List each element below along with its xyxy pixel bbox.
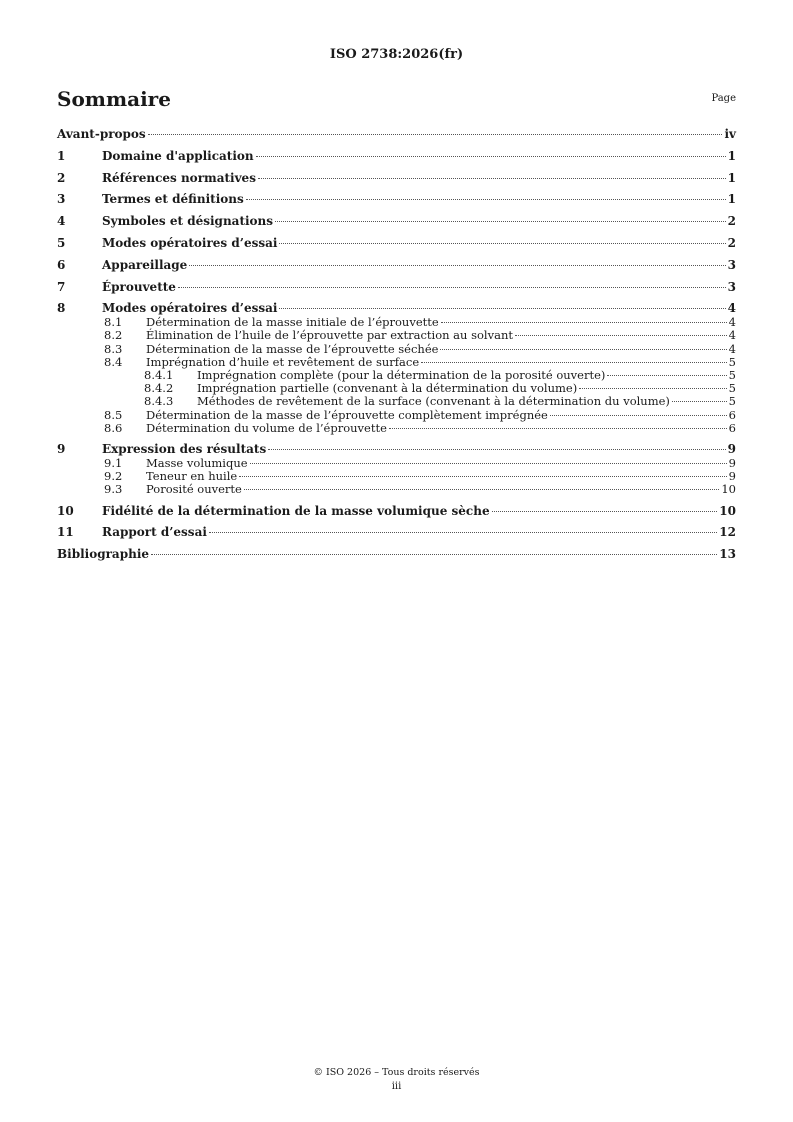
toc-entry[interactable]: [57, 505, 736, 519]
toc-entry-title: Expression des résultats: [102, 442, 267, 457]
toc-entry-title: Détermination de la masse de l’éprouvette complètement imprégnée: [146, 407, 548, 422]
toc-entry[interactable]: [57, 281, 736, 295]
toc-entry-title: Rapport d’essai: [102, 525, 207, 540]
toc-dot-leader: [239, 476, 726, 477]
toc-entry-page: 4: [727, 301, 736, 316]
toc-dot-leader: [256, 156, 726, 157]
toc-entry[interactable]: [57, 343, 736, 356]
copyright-notice: © ISO 2026 – Tous droits réservés: [313, 1067, 480, 1078]
toc-entry-title: Bibliographie: [57, 547, 150, 562]
toc-entry-number: 9.2: [104, 469, 123, 484]
toc-entry[interactable]: [57, 329, 736, 342]
toc-entry-page: 1: [727, 192, 736, 207]
toc-entry-title: Fidélité de la détermination de la masse volumique sèche: [102, 503, 490, 518]
toc-entry-number: 8.4: [104, 354, 123, 369]
toc-entry-number: 8.3: [104, 341, 123, 356]
page-footer: [0, 1067, 793, 1092]
toc-entry-page: 1: [727, 170, 736, 185]
toc-entry-title: Détermination de la masse de l’éprouvette séchée: [146, 341, 439, 356]
toc-entry-page: 9: [727, 442, 736, 457]
toc-entry-number: 8.5: [104, 407, 123, 422]
toc-entry-page: 5: [728, 381, 736, 396]
toc-entry-title: Termes et définitions: [102, 192, 244, 207]
toc-dot-leader: [250, 463, 727, 464]
toc-entry-page: 3: [727, 279, 736, 294]
toc-entry-page: 5: [728, 394, 736, 409]
toc-dot-leader: [279, 243, 725, 244]
toc-entry[interactable]: [57, 215, 736, 229]
table-of-contents: [57, 128, 736, 562]
toc-entry[interactable]: [57, 237, 736, 251]
toc-entry-page: 10: [721, 482, 736, 497]
toc-dot-leader: [579, 388, 726, 389]
toc-entry-number: 9.3: [104, 482, 123, 497]
toc-entry-number: 1: [57, 148, 66, 163]
toc-entry-title: Teneur en huile: [146, 469, 238, 484]
toc-entry[interactable]: [57, 172, 736, 186]
toc-entry-number: 4: [57, 214, 66, 229]
toc-dot-leader: [279, 308, 725, 309]
toc-entry-page: 4: [728, 315, 736, 330]
toc-entry-page: 12: [719, 525, 736, 540]
toc-dot-leader: [244, 489, 720, 490]
toc-entry-page: 5: [728, 368, 736, 383]
toc-dot-leader: [246, 199, 726, 200]
toc-entry[interactable]: [57, 302, 736, 316]
toc-entry-title: Imprégnation partielle (convenant à la détermination du volume): [197, 381, 578, 396]
toc-entry-number: 6: [57, 257, 66, 272]
toc-entry[interactable]: [57, 193, 736, 207]
toc-entry[interactable]: [57, 526, 736, 540]
toc-title: Sommaire: [57, 87, 171, 111]
toc-entry-number: 5: [57, 235, 66, 250]
toc-entry-page: 1: [727, 148, 736, 163]
toc-entry-page: iv: [724, 127, 736, 141]
toc-dot-leader: [258, 178, 726, 179]
toc-dot-leader: [148, 134, 723, 135]
toc-entry-page: 9: [728, 469, 736, 484]
toc-dot-leader: [189, 265, 725, 266]
toc-entry-page: 4: [728, 341, 736, 356]
toc-dot-leader: [209, 532, 717, 533]
toc-entry-number: 8.1: [104, 315, 123, 330]
toc-dot-leader: [441, 322, 727, 323]
toc-entry-number: 10: [57, 503, 74, 518]
toc-entry-page: 10: [719, 503, 736, 518]
toc-entry[interactable]: [57, 259, 736, 273]
toc-entry-page: 4: [728, 328, 736, 343]
toc-entry-page: 2: [727, 214, 736, 229]
toc-entry-page: 2: [727, 235, 736, 250]
toc-entry-title: Symboles et désignations: [102, 214, 274, 229]
toc-entry-number: 8.4.1: [144, 368, 174, 383]
toc-entry-page: 9: [728, 455, 736, 470]
toc-dot-leader: [275, 221, 726, 222]
toc-dot-leader: [178, 287, 726, 288]
toc-entry-title: Modes opératoires d’essai: [102, 235, 278, 250]
page-number: iii: [391, 1081, 402, 1092]
toc-dot-leader: [492, 511, 718, 512]
toc-entry-title: Imprégnation d’huile et revêtement de surface: [146, 354, 420, 369]
toc-entry-title: Modes opératoires d’essai: [102, 301, 278, 316]
toc-entry-number: 8: [57, 301, 66, 316]
toc-dot-leader: [389, 428, 727, 429]
toc-entry-title: Détermination de la masse initiale de l’éprouvette: [146, 315, 439, 330]
toc-entry-title: Appareillage: [102, 257, 188, 272]
toc-entry-number: 8.2: [104, 328, 123, 343]
toc-entry[interactable]: [57, 548, 736, 562]
toc-entry-title: Méthodes de revêtement de la surface (convenant à la détermination du volume): [197, 394, 670, 409]
toc-dot-leader: [421, 362, 727, 363]
toc-entry-page: 6: [728, 420, 736, 435]
toc-entry-title: Masse volumique: [146, 455, 248, 470]
toc-dot-leader: [440, 349, 726, 350]
toc-dot-leader: [268, 449, 725, 450]
toc-dot-leader: [515, 335, 727, 336]
toc-entry[interactable]: [57, 422, 736, 435]
toc-entry[interactable]: [57, 443, 736, 457]
toc-entry[interactable]: [57, 150, 736, 164]
toc-entry[interactable]: [57, 409, 736, 422]
toc-entry-number: 9.1: [104, 455, 123, 470]
toc-entry[interactable]: [57, 395, 736, 408]
toc-entry-title: Imprégnation complète (pour la détermination de la porosité ouverte): [197, 368, 606, 383]
toc-entry-title: Domaine d'application: [102, 148, 254, 163]
toc-dot-leader: [607, 375, 726, 376]
toc-entry-number: 3: [57, 192, 66, 207]
document-id: ISO 2738:2026(fr): [329, 47, 464, 62]
toc-entry[interactable]: [57, 483, 736, 496]
toc-entry-number: 2: [57, 170, 66, 185]
toc-dot-leader: [151, 554, 717, 555]
toc-entry-number: 8.6: [104, 420, 123, 435]
toc-entry-number: 9: [57, 442, 66, 457]
toc-entry-title: Détermination du volume de l’éprouvette: [146, 420, 387, 435]
toc-dot-leader: [550, 415, 727, 416]
toc-entry-number: 11: [57, 525, 74, 540]
toc-dot-leader: [672, 401, 727, 402]
toc-entry-page: 6: [728, 407, 736, 422]
toc-entry-title: Références normatives: [102, 170, 256, 185]
toc-entry-title: Élimination de l’huile de l’éprouvette par extraction au solvant: [146, 328, 513, 343]
toc-entry-page: 3: [727, 257, 736, 272]
toc-entry-page: 5: [728, 354, 736, 369]
toc-entry-page: 13: [719, 547, 736, 562]
toc-entry-title: Porosité ouverte: [146, 482, 242, 497]
toc-entry[interactable]: [57, 128, 736, 142]
toc-entry-title: Avant-propos: [57, 127, 146, 141]
toc-entry-number: 7: [57, 279, 66, 294]
page-column-label: Page: [711, 93, 736, 104]
toc-entry-number: 8.4.3: [144, 394, 174, 409]
toc-entry-number: 8.4.2: [144, 381, 174, 396]
toc-entry-title: Éprouvette: [102, 279, 176, 294]
